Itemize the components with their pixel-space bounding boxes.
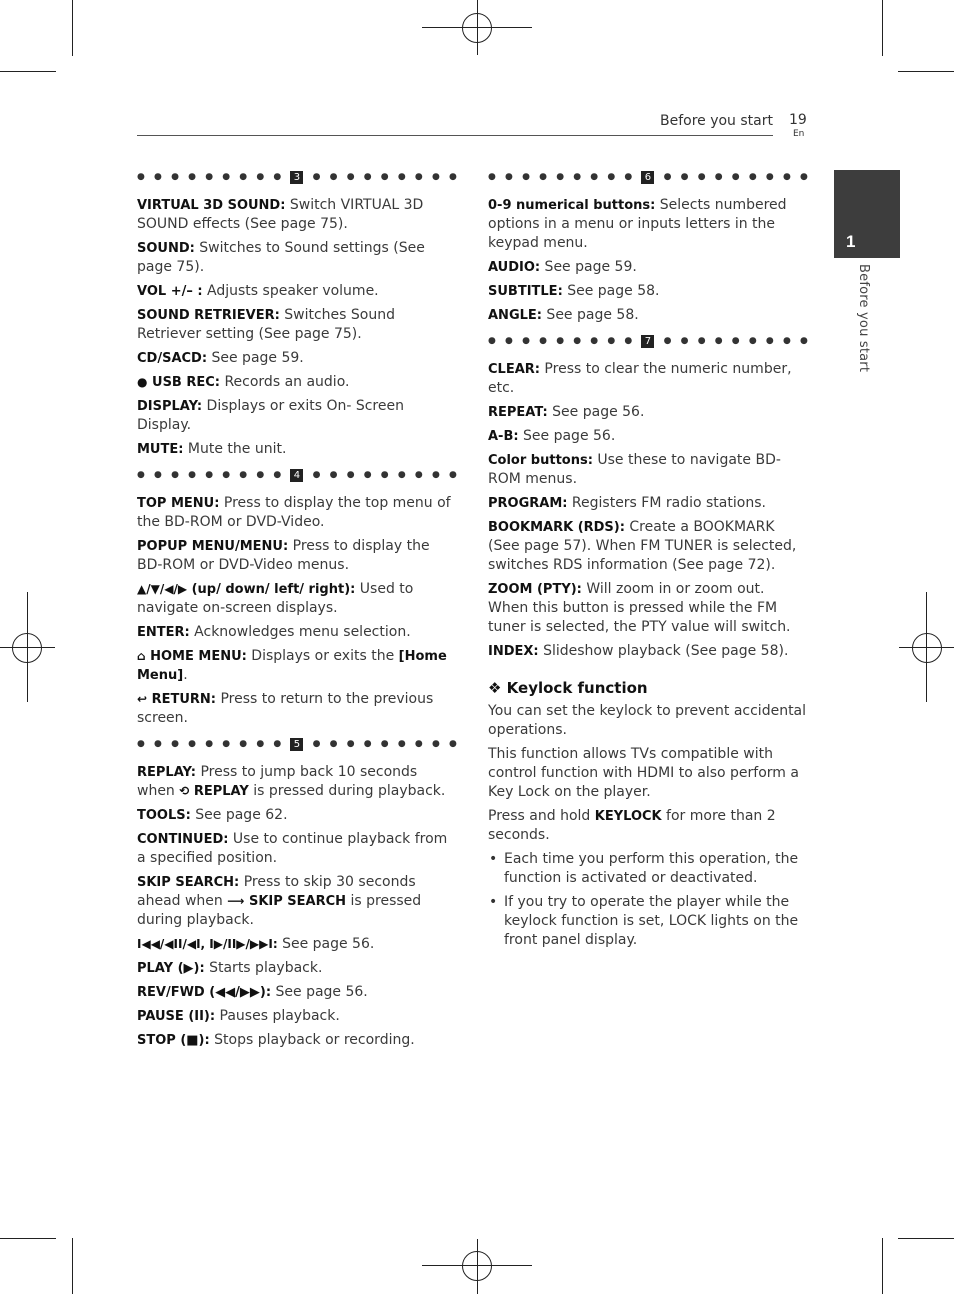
separator-dot: ●	[680, 171, 689, 182]
button-description	[137, 1031, 457, 1050]
button-description-text: See page 56.	[547, 404, 645, 420]
separator-dot: ●	[782, 171, 791, 182]
separator-dot: ●	[522, 335, 530, 346]
separator-dot: ●	[731, 335, 740, 346]
button-icon: ⌂	[137, 649, 146, 663]
separator-dot: ●	[731, 171, 740, 182]
button-icon: ⟲	[179, 784, 190, 798]
button-description-text: Displays or exits the	[246, 648, 399, 664]
button-description	[137, 373, 457, 392]
keylock-bullets	[488, 850, 808, 950]
button-name: A-B:	[488, 429, 519, 444]
button-description-text: See page 62.	[190, 807, 288, 823]
button-name: SKIP SEARCH	[244, 894, 347, 909]
bullet-item: • If you try to operate the player while the keylock function is set, LOCK lights on the front panel display.	[488, 893, 808, 950]
separator-dot: ●	[624, 171, 633, 182]
crop-mark	[898, 1238, 954, 1239]
separator-dot: ●	[171, 469, 179, 480]
crop-mark	[882, 1238, 883, 1294]
button-name: VIRTUAL 3D SOUND:	[137, 198, 286, 213]
separator-dot: ●	[239, 171, 248, 182]
button-icon: ↩	[137, 692, 148, 706]
keylock-paragraph: You can set the keylock to prevent accidental operations.	[488, 703, 807, 738]
separator-dot: ●	[256, 738, 265, 749]
button-description-text: Switch VIRTUAL 3D SOUND effects (See page 75).	[137, 197, 424, 232]
separator-dot: ●	[799, 335, 808, 346]
separator-dot: ●	[522, 171, 530, 182]
button-icon: ▲/▼/◀/▶	[137, 582, 188, 596]
separator-dot: ●	[273, 738, 282, 749]
button-description-text: .	[183, 667, 188, 683]
separator-dot: ●	[748, 171, 757, 182]
separator-dot: ●	[680, 335, 689, 346]
separator-dot: ●	[346, 738, 355, 749]
separator-dot: ●	[363, 469, 372, 480]
button-description	[137, 763, 457, 801]
button-description	[137, 690, 457, 728]
button-description	[137, 1007, 457, 1026]
text-run: for more than 2 seconds.	[488, 808, 776, 843]
separator-dot: ●	[765, 335, 774, 346]
button-description-text: Mute the unit.	[183, 441, 287, 457]
button-description-text: Slideshow playback (See page 58).	[538, 643, 789, 659]
registration-mark	[27, 592, 28, 702]
separator-dot: ●	[697, 335, 706, 346]
separator-dot: ●	[205, 469, 214, 480]
separator-dot: ●	[222, 469, 231, 480]
button-description-text: See page 56.	[518, 428, 616, 444]
keylock-paragraph: This function allows TVs compatible with control function with HDMI to also perform a Key Lock on the player.	[488, 746, 799, 800]
button-name: AUDIO:	[488, 260, 541, 275]
button-name: CD/SACD:	[137, 351, 208, 366]
chapter-label-text: Before you start	[856, 264, 871, 373]
button-name: PLAY (▶):	[137, 961, 205, 976]
crop-mark	[898, 71, 954, 72]
separator-dot: ●	[312, 738, 321, 749]
button-description-text: Press to display the BD-ROM or DVD-Video menus.	[137, 538, 430, 573]
button-description-text: Will zoom in or zoom out. When this button is pressed while the FM tuner is selected, the PTY value will switch.	[488, 581, 791, 635]
section-entries	[488, 360, 808, 661]
button-description-text: Registers FM radio stations.	[567, 495, 766, 511]
chapter-number: 1	[846, 232, 856, 251]
button-description-text: Displays or exits On- Screen Display.	[137, 398, 404, 433]
keylock-button-name: KEYLOCK	[594, 809, 662, 824]
registration-mark	[912, 633, 942, 663]
separator-dot: ●	[448, 738, 457, 749]
separator-dot: ●	[222, 738, 231, 749]
separator-dot: ●	[414, 469, 423, 480]
button-description-text: Press to display the top menu of the BD-ROM or DVD-Video.	[137, 495, 451, 530]
separator-dot: ●	[590, 335, 599, 346]
crop-mark	[72, 1238, 73, 1294]
separator-dot: ●	[397, 738, 406, 749]
section-number-badge: 3	[290, 171, 303, 184]
button-name: CLEAR:	[488, 362, 540, 377]
section-number-badge: 4	[290, 469, 303, 482]
separator-dot: ●	[573, 171, 582, 182]
separator-dot: ●	[273, 171, 282, 182]
separator-dot: ●	[363, 738, 372, 749]
separator-dot: ●	[573, 335, 582, 346]
button-description-text: See page 58.	[562, 283, 660, 299]
button-name: CONTINUED:	[137, 832, 229, 847]
button-name: SOUND:	[137, 241, 195, 256]
separator-dot: ●	[239, 469, 248, 480]
separator-dot: ●	[329, 738, 338, 749]
separator-dot: ●	[171, 738, 179, 749]
button-description-text: See page 58.	[541, 307, 639, 323]
button-name: HOME MENU:	[145, 649, 247, 664]
separator-dot: ●	[397, 469, 406, 480]
button-description	[137, 983, 457, 1002]
separator-dot: ●	[431, 171, 440, 182]
section-separator	[137, 464, 457, 486]
button-name: REV/FWD (◀◀/▶▶):	[137, 985, 272, 1000]
button-name: [Home Menu]	[137, 649, 447, 683]
button-description	[137, 494, 457, 532]
registration-mark	[926, 592, 927, 702]
separator-dot: ●	[607, 335, 616, 346]
button-description	[488, 642, 808, 661]
button-description-text: Use to continue playback from a specified position.	[137, 831, 448, 866]
button-name: REPLAY:	[137, 765, 197, 780]
separator-dot: ●	[590, 171, 599, 182]
separator-dot: ●	[171, 171, 179, 182]
button-description-text: is pressed during playback.	[137, 893, 422, 928]
separator-dot: ●	[663, 335, 672, 346]
button-description-text: Stops playback or recording.	[209, 1032, 415, 1048]
button-description	[137, 580, 457, 618]
button-name: PROGRAM:	[488, 496, 568, 511]
right-column	[488, 166, 808, 955]
section-entries	[137, 763, 457, 1050]
button-name: TOP MENU:	[137, 496, 220, 511]
separator-dot: ●	[222, 171, 231, 182]
separator-dot: ●	[256, 171, 265, 182]
separator-dot: ●	[448, 171, 457, 182]
keylock-paragraph	[488, 807, 808, 845]
separator-dot: ●	[505, 171, 513, 182]
crop-mark	[0, 1238, 56, 1239]
running-header-section: Before you start	[659, 113, 773, 129]
button-description	[488, 306, 808, 325]
button-description	[137, 397, 457, 435]
separator-dot: ●	[205, 171, 214, 182]
separator-dot: ●	[188, 171, 196, 182]
button-name: BOOKMARK (RDS):	[488, 520, 625, 535]
button-description	[137, 623, 457, 642]
button-description-text: See page 59.	[540, 259, 637, 275]
button-name: 0-9 numerical buttons:	[488, 198, 656, 213]
separator-dot: ●	[714, 171, 723, 182]
separator-dot: ●	[188, 469, 196, 480]
button-description-text: Adjusts speaker volume.	[202, 283, 379, 299]
button-description-text: Used to navigate on-screen displays.	[137, 581, 414, 616]
separator-dot: ●	[380, 171, 389, 182]
separator-dot: ●	[782, 335, 791, 346]
separator-dot: ●	[346, 171, 355, 182]
button-description	[137, 873, 457, 930]
crop-mark	[0, 71, 56, 72]
section-number-badge: 7	[641, 335, 654, 348]
separator-dot: ●	[539, 335, 547, 346]
button-description	[137, 935, 457, 954]
section-separator	[137, 166, 457, 188]
separator-dot: ●	[380, 469, 389, 480]
button-description-text: Create a BOOKMARK (See page 57). When FM TUNER is selected, switches RDS information (See page 72).	[488, 519, 797, 573]
separator-dot: ●	[765, 171, 774, 182]
button-description	[137, 282, 457, 301]
button-description	[137, 196, 457, 234]
separator-dot: ●	[624, 335, 633, 346]
button-name: PAUSE (II):	[137, 1009, 216, 1024]
button-description-text: Starts playback.	[204, 960, 323, 976]
button-description-text: See page 59.	[207, 350, 304, 366]
button-description	[488, 427, 808, 446]
button-name: TOOLS:	[137, 808, 191, 823]
button-description-text: Press to return to the previous screen.	[137, 691, 434, 726]
separator-dot: ●	[448, 469, 457, 480]
separator-dot: ●	[154, 171, 162, 182]
text-run: Press and hold	[488, 808, 595, 824]
separator-dot: ●	[188, 738, 196, 749]
button-description-text: Press to skip 30 seconds ahead when	[137, 874, 416, 909]
button-description	[137, 647, 457, 685]
button-icon: ●	[137, 375, 148, 389]
button-name: RETURN:	[147, 692, 216, 707]
button-name: MUTE:	[137, 442, 184, 457]
separator-dot: ●	[799, 171, 808, 182]
button-description-text: See page 56.	[277, 936, 375, 952]
button-description-text: Use these to navigate BD-ROM menus.	[488, 452, 781, 487]
button-description-text: Switches Sound Retriever setting (See page 75).	[137, 307, 395, 342]
button-description-text: Press to jump back 10 seconds when	[137, 764, 418, 799]
separator-dot: ●	[273, 469, 282, 480]
page-number: 19	[789, 112, 807, 128]
separator-dot: ●	[556, 335, 565, 346]
section-entries	[137, 494, 457, 728]
separator-dot: ●	[329, 469, 338, 480]
button-name: POPUP MENU/MENU:	[137, 539, 289, 554]
button-name: INDEX:	[488, 644, 539, 659]
button-description-text: Records an audio.	[220, 374, 350, 390]
button-description	[137, 806, 457, 825]
section-separator	[488, 166, 808, 188]
button-name: USB REC:	[147, 375, 220, 390]
separator-dot: ●	[137, 171, 145, 182]
button-description	[137, 349, 457, 368]
separator-dot: ●	[137, 738, 145, 749]
separator-dot: ●	[663, 171, 672, 182]
button-description	[137, 239, 457, 277]
section-number-badge: 5	[290, 738, 303, 751]
separator-dot: ●	[556, 171, 565, 182]
separator-dot: ●	[239, 738, 248, 749]
button-icon: I◀◀/◀II/◀I, I▶/II▶/▶▶I:	[137, 937, 278, 951]
button-name: DISPLAY:	[137, 399, 203, 414]
language-code: En	[793, 129, 805, 139]
separator-dot: ●	[505, 335, 513, 346]
bullet-item: • Each time you perform this operation, the function is activated or deactivated.	[488, 850, 808, 888]
button-description	[488, 580, 808, 637]
button-name: ENTER:	[137, 625, 190, 640]
separator-dot: ●	[431, 738, 440, 749]
chapter-label	[857, 264, 871, 384]
button-name: (up/ down/ left/ right):	[187, 582, 356, 597]
separator-dot: ●	[488, 171, 496, 182]
separator-dot: ●	[346, 469, 355, 480]
button-name: VOL +/– :	[137, 284, 203, 299]
button-description	[488, 282, 808, 301]
button-name: REPLAY	[189, 784, 249, 799]
separator-dot: ●	[205, 738, 214, 749]
chapter-tab	[834, 170, 900, 258]
button-description	[488, 403, 808, 422]
separator-dot: ●	[714, 335, 723, 346]
separator-dot: ●	[256, 469, 265, 480]
button-description-text: Switches to Sound settings (See page 75).	[137, 240, 425, 275]
button-description-text: Acknowledges menu selection.	[189, 624, 411, 640]
separator-dot: ●	[431, 469, 440, 480]
button-description	[488, 518, 808, 575]
separator-dot: ●	[488, 335, 496, 346]
separator-dot: ●	[748, 335, 757, 346]
button-description-text: Press to clear the numeric number, etc.	[488, 361, 792, 396]
separator-dot: ●	[414, 171, 423, 182]
section-separator	[137, 733, 457, 755]
button-description-text: Selects numbered options in a menu or inputs letters in the keypad menu.	[488, 197, 787, 251]
separator-dot: ●	[137, 469, 145, 480]
button-description	[137, 537, 457, 575]
left-column	[137, 166, 457, 1055]
button-description-text: See page 56.	[271, 984, 368, 1000]
button-name: ZOOM (PTY):	[488, 582, 582, 597]
section-entries	[137, 196, 457, 459]
separator-dot: ●	[380, 738, 389, 749]
separator-dot: ●	[312, 171, 321, 182]
button-name: SOUND RETRIEVER:	[137, 308, 280, 323]
header-rule	[137, 135, 773, 136]
button-description	[488, 360, 808, 398]
button-description	[137, 306, 457, 344]
section-separator	[488, 330, 808, 352]
button-name: SKIP SEARCH:	[137, 875, 240, 890]
button-description	[137, 959, 457, 978]
separator-dot: ●	[397, 171, 406, 182]
button-description-text: Pauses playback.	[215, 1008, 340, 1024]
registration-mark	[477, 0, 478, 55]
button-description	[488, 196, 808, 253]
button-description	[488, 451, 808, 489]
separator-dot: ●	[697, 171, 706, 182]
section-entries	[488, 196, 808, 325]
registration-mark	[477, 1239, 478, 1294]
button-icon: ⟶	[227, 894, 245, 908]
button-name: ANGLE:	[488, 308, 542, 323]
keylock-heading: ❖ Keylock function	[488, 679, 648, 697]
button-name: Color buttons:	[488, 453, 593, 468]
section-number-badge: 6	[641, 171, 654, 184]
button-description-text: is pressed during playback.	[248, 783, 446, 799]
separator-dot: ●	[363, 171, 372, 182]
separator-dot: ●	[154, 469, 162, 480]
separator-dot: ●	[329, 171, 338, 182]
button-name: REPEAT:	[488, 405, 548, 420]
button-description	[137, 440, 457, 459]
separator-dot: ●	[154, 738, 162, 749]
separator-dot: ●	[312, 469, 321, 480]
separator-dot: ●	[539, 171, 547, 182]
crop-mark	[882, 0, 883, 56]
separator-dot: ●	[607, 171, 616, 182]
button-name: SUBTITLE:	[488, 284, 563, 299]
crop-mark	[72, 0, 73, 56]
button-description	[137, 830, 457, 868]
button-description	[488, 258, 808, 277]
button-name: STOP (■):	[137, 1033, 210, 1048]
separator-dot: ●	[414, 738, 423, 749]
button-description	[488, 494, 808, 513]
